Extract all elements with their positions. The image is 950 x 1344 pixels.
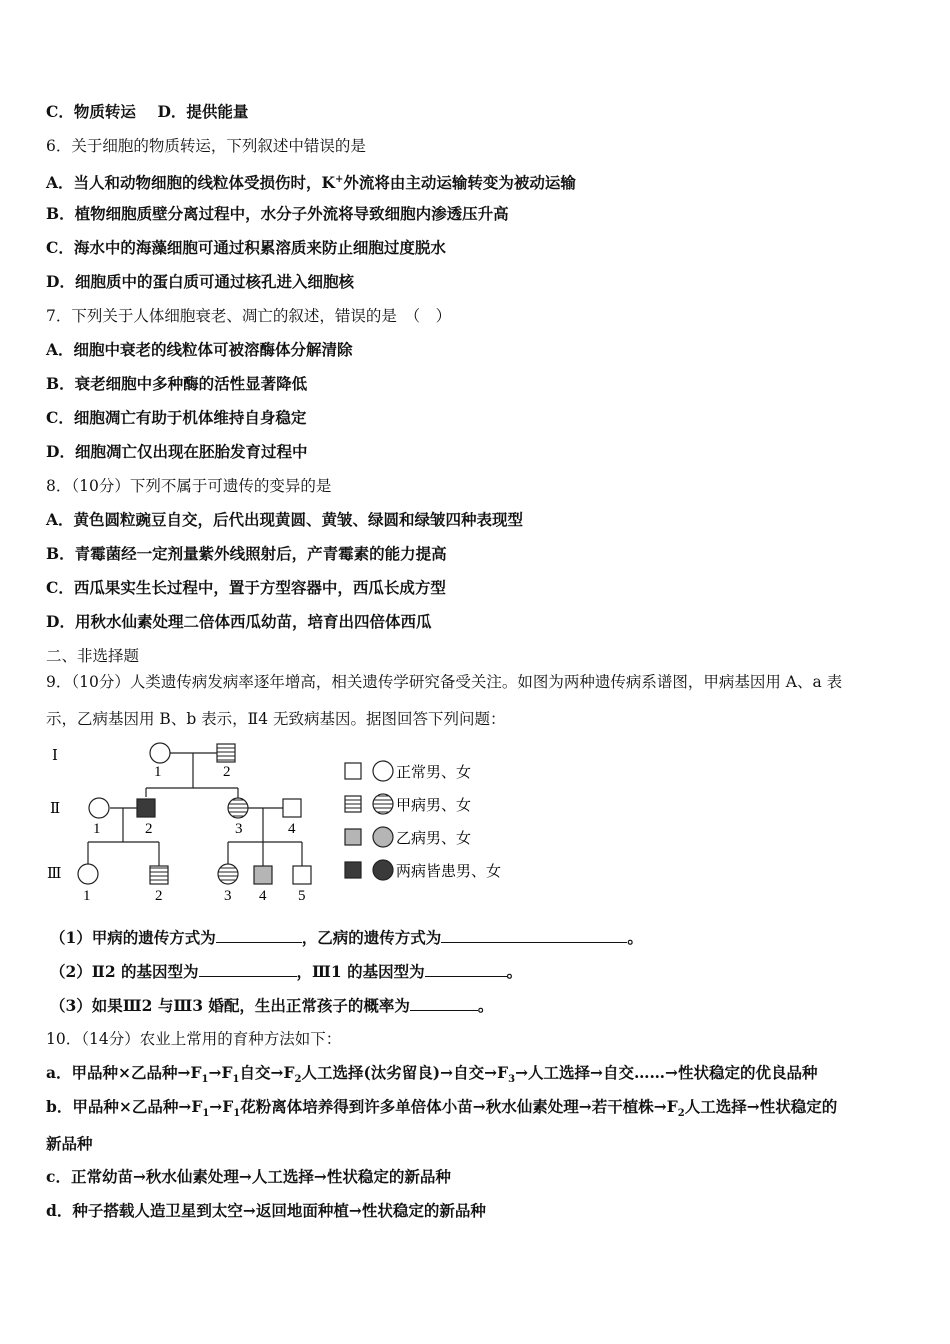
pedigree-II1-female-normal bbox=[89, 798, 109, 818]
q10-stem: 10．（14分）农业上常用的育种方法如下： bbox=[46, 1030, 342, 1048]
q8-stem: 8．（10分）下列不属于可遗传的变异的是 bbox=[46, 477, 332, 495]
legend-both: 两病皆患男、女 bbox=[396, 862, 502, 880]
legend-normal: 正常男、女 bbox=[396, 763, 472, 781]
pedigree-III2-male-disease-a bbox=[150, 866, 168, 884]
q5-option-c: C．物质转运 bbox=[46, 102, 136, 121]
q9-sub2: （2）Ⅱ2 的基因型为 ，Ⅲ1 的基因型为 。 bbox=[50, 962, 523, 981]
q9-sub1: （1）甲病的遗传方式为 ，乙病的遗传方式为 。 bbox=[50, 928, 643, 947]
num-III1: 1 bbox=[83, 888, 91, 904]
pedigree-III4-male-disease-b bbox=[254, 866, 272, 884]
q10-method-b-cont: 新品种 bbox=[46, 1134, 93, 1153]
q5-options-tail bbox=[46, 102, 248, 122]
q6-option-d: D．细胞质中的蛋白质可通过核孔进入细胞核 bbox=[46, 272, 354, 291]
q8-option-b: B．青霉菌经一定剂量紫外线照射后，产青霉素的能力提高 bbox=[46, 544, 447, 563]
num-II4: 4 bbox=[288, 821, 296, 837]
q7-option-d: D．细胞凋亡仅出现在胚胎发育过程中 bbox=[46, 442, 308, 461]
gen-label-II: Ⅱ bbox=[50, 801, 61, 817]
q10-method-b: b．甲品种×乙品种$\to F_1\to F_1$花粉离体培养得到许多单倍体小苗→秋水仙素处理→若干植株$\to F_2$人工选择→性状稳定的 bbox=[46, 1097, 838, 1120]
num-III5: 5 bbox=[298, 888, 306, 904]
pedigree-III5-male-normal bbox=[293, 866, 311, 884]
pedigree-II3-female-disease-a bbox=[228, 798, 248, 818]
pedigree-II2-male-both-diseases bbox=[137, 799, 155, 817]
num-III3: 3 bbox=[224, 888, 232, 904]
q5-option-d: D．提供能量 bbox=[157, 102, 249, 121]
q10-method-a: a．甲品种×乙品种$\to F_1\to F_1$自交$\to F_2$人工选择(汰劣留良)→自交$\to F_3\to$人工选择→自交……→性状稳定的优良品种 bbox=[46, 1063, 818, 1086]
q9-sub3: （3）如果Ⅲ2 与Ⅲ3 婚配，生出正常孩子的概率为 。 bbox=[50, 996, 494, 1015]
q8-option-d: D．用秋水仙素处理二倍体西瓜幼苗，培育出四倍体西瓜 bbox=[46, 612, 432, 631]
answer-blank[interactable] bbox=[199, 961, 297, 977]
q6-stem: 6．关于细胞的物质转运，下列叙述中错误的是 bbox=[46, 137, 366, 155]
num-I2: 2 bbox=[223, 764, 231, 780]
pedigree-legend bbox=[345, 761, 501, 880]
section-heading: 二、非选择题 bbox=[46, 647, 140, 665]
legend-disease-a: 甲病男、女 bbox=[396, 796, 472, 814]
q9-stem-line1: 9．（10分）人类遗传病发病率逐年增高，相关遗传学研究备受关注。如图为两种遗传病系谱图，甲病基因用 A、a 表 bbox=[46, 673, 843, 691]
q7-option-b: B．衰老细胞中多种酶的活性显著降低 bbox=[46, 374, 308, 393]
pedigree-I2-male-disease-a bbox=[217, 744, 235, 762]
num-III2: 2 bbox=[155, 888, 163, 904]
q10-method-c: c．正常幼苗→秋水仙素处理→人工选择→性状稳定的新品种 bbox=[46, 1167, 451, 1186]
pedigree-diagram bbox=[40, 738, 540, 910]
q7-stem: 7．下列关于人体细胞衰老、凋亡的叙述，错误的是 （ ） bbox=[46, 307, 452, 325]
q6-option-b: B．植物细胞质壁分离过程中，水分子外流将导致细胞内渗透压升高 bbox=[46, 204, 509, 223]
gen-label-I: Ⅰ bbox=[52, 748, 58, 764]
gen-label-III: Ⅲ bbox=[47, 866, 62, 882]
num-II2: 2 bbox=[145, 821, 153, 837]
q9-stem-line2: 示，乙病基因用 B、b 表示，Ⅱ4 无致病基因。据图回答下列问题： bbox=[46, 710, 506, 728]
q8-option-c: C．西瓜果实生长过程中，置于方型容器中，西瓜长成方型 bbox=[46, 578, 446, 597]
num-II3: 3 bbox=[235, 821, 243, 837]
pedigree-II4-male-normal bbox=[283, 799, 301, 817]
num-I1: 1 bbox=[154, 764, 162, 780]
legend-disease-b: 乙病男、女 bbox=[396, 829, 472, 847]
answer-blank[interactable] bbox=[425, 961, 507, 977]
pedigree-I1-female-normal bbox=[150, 743, 170, 763]
num-II1: 1 bbox=[93, 821, 101, 837]
q7-option-c: C．细胞凋亡有助于机体维持自身稳定 bbox=[46, 408, 307, 427]
pedigree-III3-female-disease-a bbox=[218, 864, 238, 884]
num-III4: 4 bbox=[259, 888, 267, 904]
q10-method-d: d．种子搭载人造卫星到太空→返回地面种植→性状稳定的新品种 bbox=[46, 1201, 486, 1220]
q6-option-a: A．当人和动物细胞的线粒体受损伤时，K+外流将由主动运输转变为被动运输 bbox=[46, 173, 576, 193]
q8-option-a: A．黄色圆粒豌豆自交，后代出现黄圆、黄皱、绿圆和绿皱四种表现型 bbox=[46, 510, 524, 529]
q6-option-c: C．海水中的海藻细胞可通过积累溶质来防止细胞过度脱水 bbox=[46, 238, 446, 257]
pedigree-III1-female-normal bbox=[78, 864, 98, 884]
answer-blank[interactable] bbox=[216, 927, 302, 943]
q7-option-a: A．细胞中衰老的线粒体可被溶酶体分解清除 bbox=[46, 340, 353, 359]
answer-blank[interactable] bbox=[410, 995, 478, 1011]
answer-blank[interactable] bbox=[441, 927, 627, 943]
